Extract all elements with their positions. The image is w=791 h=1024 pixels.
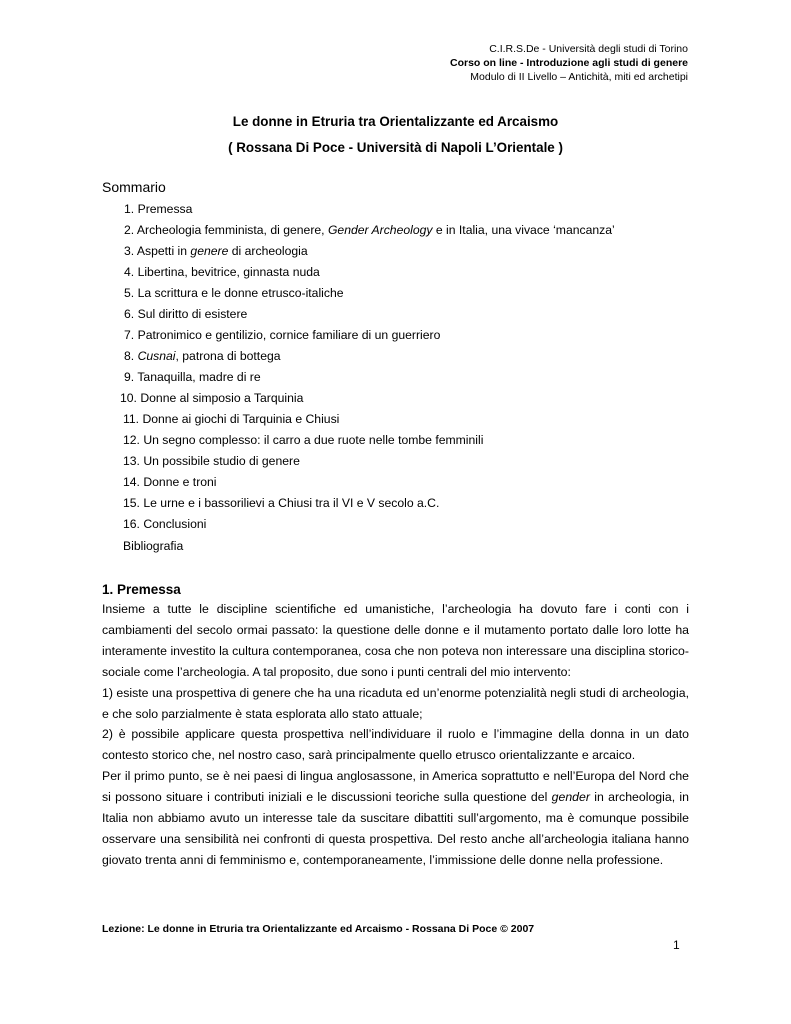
document-title: [0, 111, 791, 159]
toc-item: 1. Premessa: [124, 202, 193, 216]
toc-item: 8. Cusnai, patrona di bottega: [124, 349, 281, 363]
section-heading-premessa: 1. Premessa: [102, 582, 181, 597]
section-body: [102, 599, 689, 871]
title-author: ( Rossana Di Poce - Università di Napoli L’Orientale ): [228, 140, 563, 155]
toc-item: 7. Patronimico e gentilizio, cornice familiare di un guerriero: [124, 328, 441, 342]
toc-item: 12. Un segno complesso: il carro a due ruote nelle tombe femminili: [123, 433, 484, 447]
toc-item: 14. Donne e troni: [123, 475, 217, 489]
page-footer: Lezione: Le donne in Etruria tra Orientalizzante ed Arcaismo - Rossana Di Poce © 2007: [102, 923, 535, 935]
paragraph: 1) esiste una prospettiva di genere che ha una ricaduta ed un’enorme potenzialità negli studi di archeologia, e che solo parzialmente è stata esplorata allo stato attuale;: [102, 685, 689, 721]
page-header: [450, 42, 688, 84]
toc-item: 16. Conclusioni: [123, 517, 207, 531]
toc-item: 2. Archeologia femminista, di genere, Gender Archeology e in Italia, una vivace ‘mancanza’: [124, 223, 615, 237]
toc-item: 13. Un possibile studio di genere: [123, 454, 300, 468]
summary-heading: Sommario: [102, 179, 166, 195]
toc-item: 4. Libertina, bevitrice, ginnasta nuda: [124, 265, 320, 279]
toc-item: 10. Donne al simposio a Tarquinia: [120, 391, 304, 405]
toc-item: 6. Sul diritto di esistere: [124, 307, 248, 321]
toc-item: 11. Donne ai giochi di Tarquinia e Chiusi: [123, 412, 340, 426]
toc-item-bibliography: Bibliografia: [123, 539, 184, 553]
toc-item: 5. La scrittura e le donne etrusco-italiche: [124, 286, 344, 300]
title-main: Le donne in Etruria tra Orientalizzante ed Arcaismo: [232, 114, 559, 129]
paragraph: 2) è possibile applicare questa prospettiva nell’individuare il ruolo e l’immagine della donna in un dato contesto storico che, nel nostro caso, sarà principalmente quello etrusco orientalizzante e arcaico.: [102, 727, 689, 763]
header-course: Corso on line - Introduzione agli studi di genere: [449, 57, 688, 69]
header-module: Modulo di II Livello – Antichità, miti ed archetipi: [470, 71, 688, 83]
page-number: 1: [673, 938, 680, 952]
toc-item: 9. Tanaquilla, madre di re: [124, 370, 261, 384]
header-institution: C.I.R.S.De - Università degli studi di Torino: [489, 43, 688, 55]
toc-item: 15. Le urne e i bassorilievi a Chiusi tra il VI e V secolo a.C.: [123, 496, 440, 510]
paragraph: Per il primo punto, se è nei paesi di lingua anglosassone, in America soprattutto e nell’Europa del Nord che si possono situare i contributi iniziali e le discussioni teoriche sulla questione del gender in archeologia, in Italia non abbiamo avuto un interesse tale da suscitare dibattiti sull’argomento, ma è comunque possibile osservare una sensibilità nei confronti di questa prospettiva. Del resto anche all’archeologia italiana hanno giovato trenta anni di femminismo e, contemporaneamente, l’immissione delle donne nella professione.: [102, 769, 689, 867]
toc-item: 3. Aspetti in genere di archeologia: [124, 244, 308, 258]
paragraph: Insieme a tutte le discipline scientifiche ed umanistiche, l’archeologia ha dovuto fare i conti con i cambiamenti del secolo ormai passato: la questione delle donne e il mutamento portato dalle loro lotte ha interamente investito la cultura contemporanea, cosa che non poteva non interessare una disciplina storico-sociale come l’archeologia. A tal proposito, due sono i punti centrali del mio intervento:: [102, 602, 689, 679]
